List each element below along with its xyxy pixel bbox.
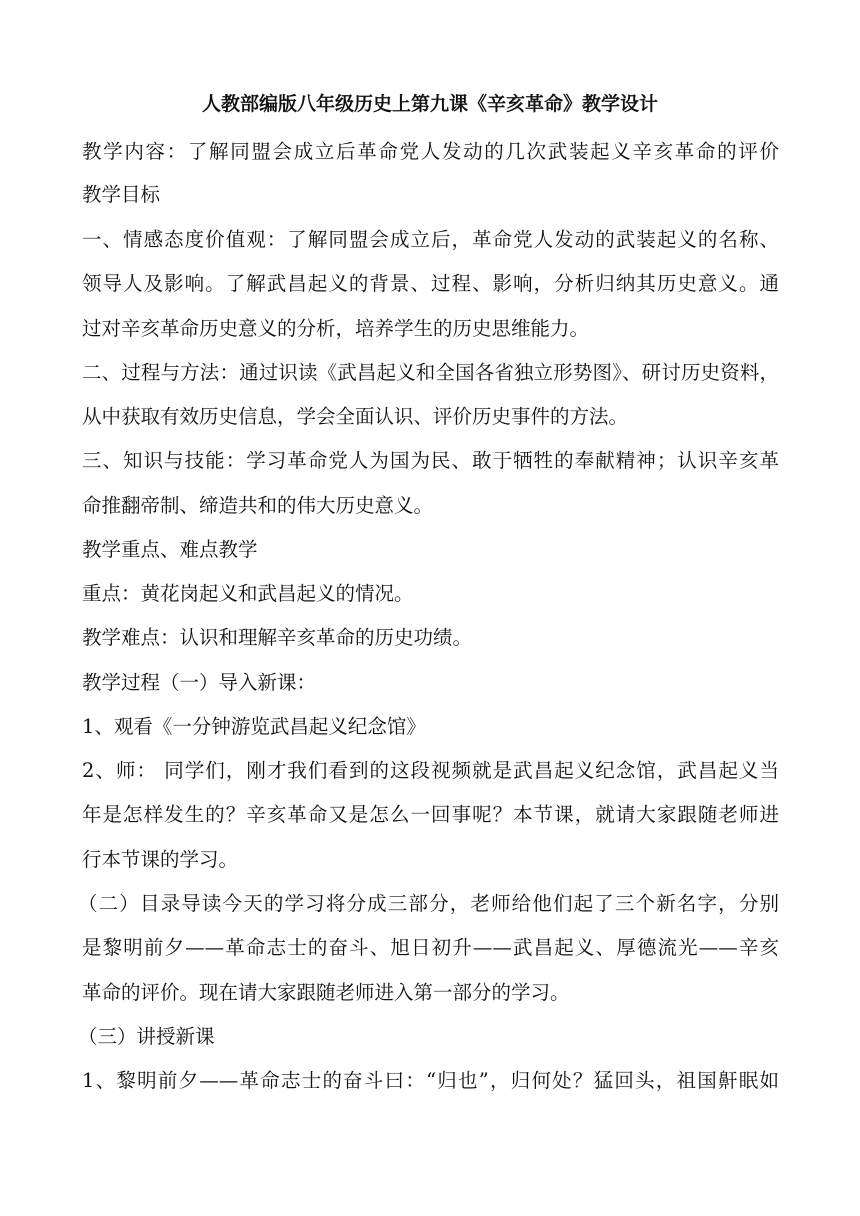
key-point-line: 重点：黄花岗起义和武昌起义的情况。 — [82, 582, 414, 605]
section-three-line-1: 1、黎明前夕——革命志士的奋斗曰：“归也”，归何处？猛回头，祖国鼾眠如 — [82, 1069, 779, 1092]
teaching-content-line: 教学内容：了解同盟会成立后革命党人发动的几次武装起义辛亥革命的评价 — [82, 140, 779, 163]
difficult-point-line: 教学难点：认识和理解辛亥革命的历史功绩。 — [82, 626, 473, 649]
section-two-line-3: 革命的评价。现在请大家跟随老师进入第一部分的学习。 — [82, 981, 570, 1004]
section-three-heading: （三）讲授新课 — [78, 1025, 215, 1048]
goal-two-line-2: 从中获取有效历史信息，学会全面认识、评价历史事件的方法。 — [82, 405, 629, 428]
process-step-1: 1、观看《一分钟游览武昌起义纪念馆》 — [82, 715, 426, 738]
key-points-heading: 教学重点、难点教学 — [82, 538, 258, 561]
process-step-2-line-2: 年是怎样发生的？辛亥革命又是怎么一回事呢？本节课，就请大家跟随老师进 — [82, 803, 779, 826]
goal-one-line-1: 一、情感态度价值观：了解同盟会成立后，革命党人发动的武装起义的名称、 — [82, 228, 779, 251]
document-title: 人教部编版八年级历史上第九课《辛亥革命》教学设计 — [201, 93, 658, 115]
section-two-line-1: （二）目录导读今天的学习将分成三部分，老师给他们起了三个新名字，分别 — [78, 892, 779, 915]
goal-one-line-3: 过对辛亥革命历史意义的分析，培养学生的历史思维能力。 — [82, 317, 590, 340]
process-step-2-line-3: 行本节课的学习。 — [82, 848, 239, 871]
process-heading: 教学过程（一）导入新课： — [82, 671, 317, 694]
teaching-goals-heading: 教学目标 — [82, 183, 161, 206]
process-step-2-line-1: 2、师： 同学们，刚才我们看到的这段视频就是武昌起义纪念馆，武昌起义当 — [82, 759, 779, 782]
goal-two-line-1: 二、过程与方法：通过识读《武昌起义和全国各省独立形势图》、研讨历史资料， — [82, 361, 779, 384]
goal-three-line-2: 命推翻帝制、缔造共和的伟大历史意义。 — [82, 494, 434, 517]
goal-three-line-1: 三、知识与技能：学习革命党人为国为民、敢于牺牲的奉献精神；认识辛亥革 — [82, 449, 779, 472]
goal-one-line-2: 领导人及影响。了解武昌起义的背景、过程、影响，分析归纳其历史意义。通 — [82, 272, 779, 295]
section-two-line-2: 是黎明前夕——革命志士的奋斗、旭日初升——武昌起义、厚德流光——辛亥 — [82, 936, 779, 959]
